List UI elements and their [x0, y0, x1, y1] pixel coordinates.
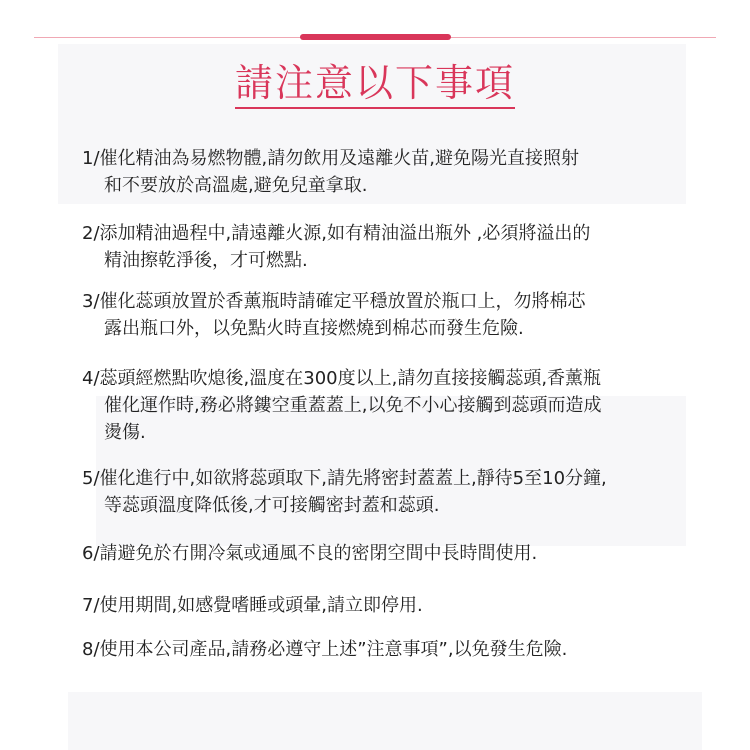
note-line: 和不要放於高溫處,避免兒童拿取. — [104, 175, 368, 196]
page-title — [0, 58, 750, 108]
note-item-7 — [82, 592, 423, 619]
note-line: 7/使用期間,如感覺嗜睡或頭暈,請立即停用. — [82, 595, 423, 616]
note-item-1 — [82, 145, 579, 199]
note-item-8 — [82, 636, 567, 663]
note-line: 燙傷. — [104, 422, 146, 443]
note-line: 精油擦乾淨後，才可燃點. — [104, 250, 308, 271]
note-line: 4/蕊頭經燃點吹熄後,溫度在300度以上,請勿直接接觸蕊頭,香薰瓶 — [82, 368, 602, 389]
note-item-5 — [82, 465, 607, 519]
note-line: 露出瓶口外，以免點火時直接燃燒到棉芯而發生危險. — [104, 318, 524, 339]
note-line: 3/催化蕊頭放置於香薰瓶時請確定平穩放置於瓶口上，勿將棉芯 — [82, 291, 586, 312]
note-line: 等蕊頭溫度降低後,才可接觸密封蓋和蕊頭. — [104, 495, 440, 516]
note-line: 2/添加精油過程中,請遠離火源,如有精油溢出瓶外 ,必須將溢出的 — [82, 223, 591, 244]
top-divider-accent — [300, 34, 451, 40]
note-line: 1/催化精油為易燃物體,請勿飲用及遠離火苗,避免陽光直接照射 — [82, 148, 579, 169]
note-line: 8/使用本公司產品,請務必遵守上述”注意事項”,以免發生危險. — [82, 639, 568, 660]
note-item-6 — [82, 540, 537, 567]
note-line: 6/請避免於冇開冷氣或通風不良的密閉空間中長時間使用. — [82, 543, 538, 564]
note-line: 催化運作時,務必將鏤空重蓋蓋上,以免不小心接觸到蕊頭而造成 — [104, 395, 602, 416]
background-panel-bottom — [68, 692, 702, 750]
note-item-3 — [82, 288, 586, 342]
note-line: 5/催化進行中,如欲將蕊頭取下,請先將密封蓋蓋上,靜待5至10分鐘, — [82, 468, 607, 489]
page-title-text: 請注意以下事項 — [235, 61, 515, 109]
note-item-4 — [82, 365, 601, 446]
note-item-2 — [82, 220, 590, 274]
